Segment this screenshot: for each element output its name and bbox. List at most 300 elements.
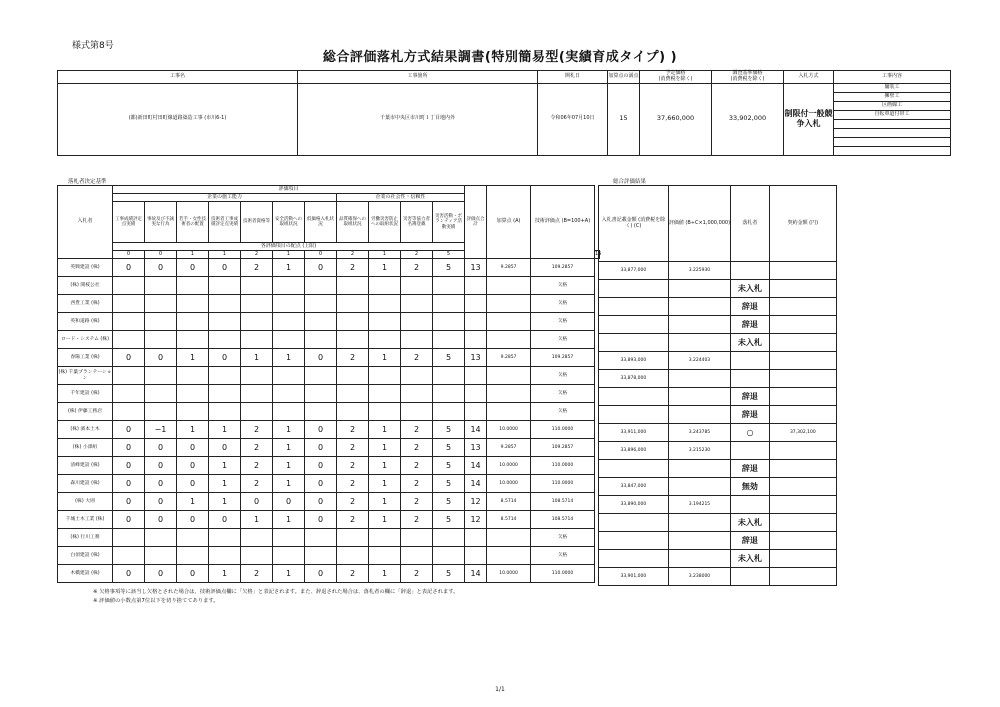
score-cell (177, 529, 209, 547)
score-cell (369, 547, 401, 565)
score-cell: 2 (401, 565, 433, 583)
winner-status: 辞退 (731, 406, 769, 424)
score-total: 14 (465, 565, 487, 583)
score-cell (273, 403, 305, 421)
value-max-points: 15 (608, 83, 640, 155)
contract-amount: 37,302,100 (769, 424, 836, 442)
score-cell (145, 295, 177, 313)
page-title: 総合評価落札方式結果調書(特別簡易型(実績育成タイプ) ) (322, 50, 678, 65)
score-cell (369, 331, 401, 349)
value-bid-method: 制限付一般競争入札 (784, 83, 834, 155)
score-cell: 0 (273, 493, 305, 511)
score-cell: 0 (177, 565, 209, 583)
score-total (465, 277, 487, 295)
bid-amount: 33,847,000 (599, 478, 669, 496)
score-cell (145, 529, 177, 547)
bidder-name: 春陽工業 (株) (58, 349, 113, 367)
winner-status: 辞退 (731, 298, 769, 316)
score-cell (337, 331, 369, 349)
score-cell: 0 (305, 565, 337, 583)
winner-status: 未入札 (731, 514, 769, 532)
work-content-item: 区画線工 (834, 101, 951, 110)
score-cell: 0 (145, 511, 177, 529)
bidder-row (58, 259, 600, 277)
score-total: 14 (465, 421, 487, 439)
score-cell (337, 385, 369, 403)
work-content-item: 舗装工 (834, 83, 951, 92)
score-cell: 1 (209, 565, 241, 583)
bid-amount (599, 298, 669, 316)
header-survey-price (712, 71, 784, 84)
score-cell (369, 277, 401, 295)
score-cell: 2 (337, 493, 369, 511)
score-cell (177, 331, 209, 349)
score-total: 14 (465, 475, 487, 493)
score-cell: 1 (209, 457, 241, 475)
score-cell (433, 529, 465, 547)
bid-amount (599, 550, 669, 568)
summary-row (599, 550, 837, 568)
bid-amount: 33,901,000 (599, 568, 669, 586)
score-cell (113, 313, 145, 331)
tech-score: 欠格 (531, 295, 595, 313)
score-cell: 0 (113, 421, 145, 439)
score-cell: 1 (273, 565, 305, 583)
bidder-name: (株) 大則 (58, 493, 113, 511)
bid-amount: 33,911,000 (599, 424, 669, 442)
bid-amount: 33,877,000 (599, 262, 669, 280)
score-cell (209, 547, 241, 565)
score-cell (209, 331, 241, 349)
score-total (465, 313, 487, 331)
score-cell (145, 367, 177, 385)
summary-row (599, 388, 837, 406)
score-total (465, 385, 487, 403)
score-cell (241, 385, 273, 403)
bid-amount: 33,896,000 (599, 442, 669, 460)
eval-value (668, 388, 731, 406)
eval-column-header: 事故及び不誠実な行為 (145, 202, 177, 243)
bidder-name: 森川建設 (株) (58, 475, 113, 493)
eval-column-header: 技術者資格等 (241, 202, 273, 243)
summary-table (598, 185, 837, 586)
score-cell (337, 277, 369, 295)
score-cell (337, 367, 369, 385)
score-cell (369, 529, 401, 547)
bidder-name: 木橋建設 (株) (58, 565, 113, 583)
score-cell (241, 529, 273, 547)
bidder-name: 西豊工業 (株) (58, 295, 113, 313)
score-cell (209, 313, 241, 331)
score-cell (433, 367, 465, 385)
winner-status: 未入札 (731, 550, 769, 568)
work-content-item (834, 119, 951, 128)
eval-column-header: 技術者工事成績評定点実績 (209, 202, 241, 243)
score-cell: 5 (433, 457, 465, 475)
score-cell (305, 403, 337, 421)
contract-amount (769, 352, 836, 370)
contract-amount (769, 460, 836, 478)
bidder-name: (株) 行川工務 (58, 529, 113, 547)
score-cell: 0 (113, 475, 145, 493)
winner-status (731, 568, 769, 586)
score-cell: 0 (177, 475, 209, 493)
score-cell (369, 313, 401, 331)
score-cell: 2 (337, 439, 369, 457)
value-estimated-price: 37,660,000 (640, 83, 712, 155)
winner-status: 辞退 (731, 460, 769, 478)
eval-value (668, 460, 731, 478)
project-info-table (57, 70, 951, 156)
added-points (487, 529, 531, 547)
alloc-value: 1 (273, 251, 305, 259)
score-cell: 0 (145, 475, 177, 493)
contract-amount (769, 406, 836, 424)
score-cell: 0 (305, 439, 337, 457)
score-cell (401, 331, 433, 349)
bidder-name: 白須建設 (株) (58, 547, 113, 565)
contract-amount (769, 478, 836, 496)
header-added-points: 加算点 (A) (487, 186, 531, 259)
winner-status (731, 262, 769, 280)
contract-amount (769, 496, 836, 514)
score-cell (337, 313, 369, 331)
score-cell: 0 (177, 511, 209, 529)
score-cell (305, 529, 337, 547)
bidder-name: ロード・システム (株) (58, 331, 113, 349)
survey-price-note: (消費税を除く) (730, 75, 765, 82)
score-cell: 1 (369, 349, 401, 367)
score-cell (369, 385, 401, 403)
score-cell (209, 529, 241, 547)
bidder-name: (株) 千葉プランテーション (58, 367, 113, 385)
score-cell: 2 (241, 439, 273, 457)
summary-row (599, 496, 837, 514)
score-cell (305, 313, 337, 331)
score-cell: 0 (145, 457, 177, 475)
score-cell: 0 (113, 349, 145, 367)
score-cell: 1 (177, 349, 209, 367)
score-cell: 0 (305, 493, 337, 511)
work-content-item (834, 128, 951, 137)
score-total (465, 331, 487, 349)
score-cell: 0 (145, 259, 177, 277)
score-cell (145, 547, 177, 565)
bid-amount: 33,878,000 (599, 370, 669, 388)
score-cell: 2 (337, 457, 369, 475)
work-content-item: 自転車道付帯工 (834, 110, 951, 119)
score-cell: 2 (401, 475, 433, 493)
score-cell: 1 (273, 511, 305, 529)
score-cell (433, 277, 465, 295)
header-contract-amount: 契約金額 (円) (769, 186, 836, 262)
note-rounding: ※ 評価値の小数点第7位以下を切り捨ててあります。 (93, 598, 219, 604)
contract-amount (769, 370, 836, 388)
tech-score: 110.0000 (531, 421, 595, 439)
bidder-row (58, 565, 600, 583)
alloc-value: 5 (433, 251, 465, 259)
score-cell: 1 (369, 475, 401, 493)
score-cell: 0 (305, 511, 337, 529)
contract-amount (769, 568, 836, 586)
tech-score: 109.2857 (531, 349, 595, 367)
winner-status: 辞退 (731, 532, 769, 550)
added-points: 9.2857 (487, 439, 531, 457)
header-tech-score: 技術評価点 (B=100+A) (531, 186, 595, 259)
score-cell: 0 (113, 565, 145, 583)
tech-score: 110.0000 (531, 457, 595, 475)
survey-price-label: 調査基準価格 (732, 70, 763, 76)
score-cell: 1 (241, 511, 273, 529)
bidder-row (58, 295, 600, 313)
eval-value (668, 334, 731, 352)
bidder-name: 英和道路 (株) (58, 313, 113, 331)
tech-score: 110.0000 (531, 475, 595, 493)
bid-amount (599, 460, 669, 478)
alloc-value: 1 (177, 251, 209, 259)
bid-amount (599, 334, 669, 352)
header-corp-social: 企業の社会性・信頼性 (337, 194, 465, 202)
score-cell (209, 277, 241, 295)
work-content-item: 擁壁工 (834, 92, 951, 101)
score-cell: 5 (433, 565, 465, 583)
contract-amount (769, 532, 836, 550)
summary-row (599, 442, 837, 460)
added-points: 10.0000 (487, 421, 531, 439)
summary-row (599, 262, 837, 280)
header-location: 工事箇所 (298, 71, 538, 84)
score-cell: 5 (433, 259, 465, 277)
score-total (465, 529, 487, 547)
score-cell (305, 385, 337, 403)
score-cell (177, 367, 209, 385)
tech-score: 109.2857 (531, 439, 595, 457)
added-points: 10.0000 (487, 565, 531, 583)
score-cell (273, 529, 305, 547)
score-cell: 1 (273, 421, 305, 439)
tech-score: 108.5714 (531, 493, 595, 511)
score-total (465, 295, 487, 313)
score-cell: 1 (209, 493, 241, 511)
score-cell: 0 (209, 259, 241, 277)
score-cell: 2 (241, 421, 273, 439)
score-cell: 2 (241, 457, 273, 475)
summary-row (599, 352, 837, 370)
score-cell: 0 (209, 349, 241, 367)
score-cell: 1 (273, 475, 305, 493)
header-bidder: 入札者 (58, 186, 113, 259)
summary-row (599, 514, 837, 532)
score-cell: 0 (145, 349, 177, 367)
score-cell: 1 (177, 493, 209, 511)
score-cell (241, 367, 273, 385)
alloc-label: 各評価項目の配点 (上限) (113, 243, 465, 251)
score-cell (273, 277, 305, 295)
score-total (465, 367, 487, 385)
eval-value (668, 478, 731, 496)
score-cell (209, 367, 241, 385)
score-cell (337, 547, 369, 565)
score-cell (113, 385, 145, 403)
contract-amount (769, 280, 836, 298)
eval-column-header: 品質確保への取組状況 (337, 202, 369, 243)
header-work-content: 工事内容 (834, 71, 951, 84)
score-cell (273, 313, 305, 331)
score-cell (113, 367, 145, 385)
winner-status (731, 496, 769, 514)
score-cell: 1 (209, 475, 241, 493)
score-cell (113, 547, 145, 565)
score-cell: 0 (177, 439, 209, 457)
summary-label: 総合評価結果 (613, 179, 647, 185)
score-cell: 5 (433, 511, 465, 529)
value-survey-price: 33,902,000 (712, 83, 784, 155)
tech-score: 欠格 (531, 313, 595, 331)
score-cell (369, 295, 401, 313)
bidder-name: 英興建設 (株) (58, 259, 113, 277)
summary-row (599, 424, 837, 442)
tech-score: 欠格 (531, 385, 595, 403)
score-cell (305, 331, 337, 349)
score-cell (433, 547, 465, 565)
winner-status (731, 442, 769, 460)
score-cell (145, 277, 177, 295)
score-cell (401, 385, 433, 403)
summary-row (599, 280, 837, 298)
summary-row (599, 316, 837, 334)
eval-column-header: 工事成績評定点実績 (113, 202, 145, 243)
eval-value (668, 514, 731, 532)
winner-status: 無効 (731, 478, 769, 496)
score-cell: 2 (401, 511, 433, 529)
added-points: 9.2857 (487, 349, 531, 367)
score-cell (273, 295, 305, 313)
score-cell (113, 529, 145, 547)
header-bid-method: 入札方式 (784, 71, 834, 84)
added-points (487, 331, 531, 349)
score-cell: −1 (145, 421, 177, 439)
summary-row (599, 298, 837, 316)
score-cell (305, 295, 337, 313)
bidder-row (58, 529, 600, 547)
score-cell: 2 (401, 421, 433, 439)
score-cell: 1 (369, 421, 401, 439)
form-number: 様式第8号 (72, 41, 114, 51)
score-cell: 0 (177, 259, 209, 277)
score-cell (145, 385, 177, 403)
score-cell: 0 (113, 511, 145, 529)
bidder-row (58, 421, 600, 439)
summary-row (599, 568, 837, 586)
header-project-name: 工事名 (58, 71, 298, 84)
header-eval-value: 評価値 (B÷C×1,000,000) (668, 186, 731, 262)
score-cell: 0 (305, 259, 337, 277)
contract-amount (769, 388, 836, 406)
eval-value: 3.243785 (668, 424, 731, 442)
score-cell: 2 (337, 475, 369, 493)
score-cell (177, 277, 209, 295)
score-cell (241, 403, 273, 421)
eval-value: 3.225930 (668, 262, 731, 280)
score-cell (209, 385, 241, 403)
alloc-value: 15 (595, 250, 602, 257)
score-cell (177, 547, 209, 565)
score-cell: 2 (337, 421, 369, 439)
score-cell: 1 (273, 457, 305, 475)
score-total (465, 547, 487, 565)
score-cell (337, 295, 369, 313)
eval-value: 3.215230 (668, 442, 731, 460)
bidder-row (58, 313, 600, 331)
score-cell: 1 (369, 493, 401, 511)
score-cell (177, 385, 209, 403)
alloc-value: 1 (369, 251, 401, 259)
score-cell: 1 (273, 349, 305, 367)
score-cell: 0 (145, 565, 177, 583)
added-points: 9.2857 (487, 259, 531, 277)
tech-score: 欠格 (531, 403, 595, 421)
bid-amount (599, 316, 669, 334)
bidder-name: (株) 濱本土木 (58, 421, 113, 439)
bid-amount (599, 514, 669, 532)
value-opening-date: 令和06年07月10日 (538, 83, 608, 155)
score-cell (209, 295, 241, 313)
contract-amount (769, 298, 836, 316)
score-cell (433, 313, 465, 331)
header-opening-date: 開札日 (538, 71, 608, 84)
eval-value (668, 406, 731, 424)
score-cell: 0 (305, 475, 337, 493)
header-estimated-price (640, 71, 712, 84)
added-points (487, 385, 531, 403)
score-cell: 0 (145, 493, 177, 511)
winner-status: 辞退 (731, 388, 769, 406)
eval-value (668, 550, 731, 568)
score-cell: 1 (241, 349, 273, 367)
contract-amount (769, 316, 836, 334)
alloc-value: 2 (241, 251, 273, 259)
work-content-item (834, 146, 951, 155)
eval-column-header: 労働災害防止への取組状況 (369, 202, 401, 243)
contract-amount (769, 334, 836, 352)
score-cell: 0 (241, 493, 273, 511)
score-cell (433, 385, 465, 403)
score-cell (145, 331, 177, 349)
score-cell: 1 (369, 439, 401, 457)
summary-row (599, 532, 837, 550)
summary-row (599, 334, 837, 352)
score-cell: 2 (337, 565, 369, 583)
score-cell (433, 295, 465, 313)
score-cell (305, 277, 337, 295)
score-total: 13 (465, 259, 487, 277)
score-cell: 0 (177, 457, 209, 475)
estimated-price-note: (消費税を除く) (658, 75, 693, 82)
added-points (487, 277, 531, 295)
winner-status: 未入札 (731, 334, 769, 352)
bidder-row (58, 385, 600, 403)
score-cell: 0 (305, 457, 337, 475)
score-cell (273, 385, 305, 403)
tech-score: 欠格 (531, 547, 595, 565)
summary-row (599, 370, 837, 388)
score-cell (241, 295, 273, 313)
score-total: 14 (465, 457, 487, 475)
score-cell: 1 (369, 457, 401, 475)
summary-row (599, 460, 837, 478)
score-cell (177, 313, 209, 331)
contract-amount (769, 442, 836, 460)
